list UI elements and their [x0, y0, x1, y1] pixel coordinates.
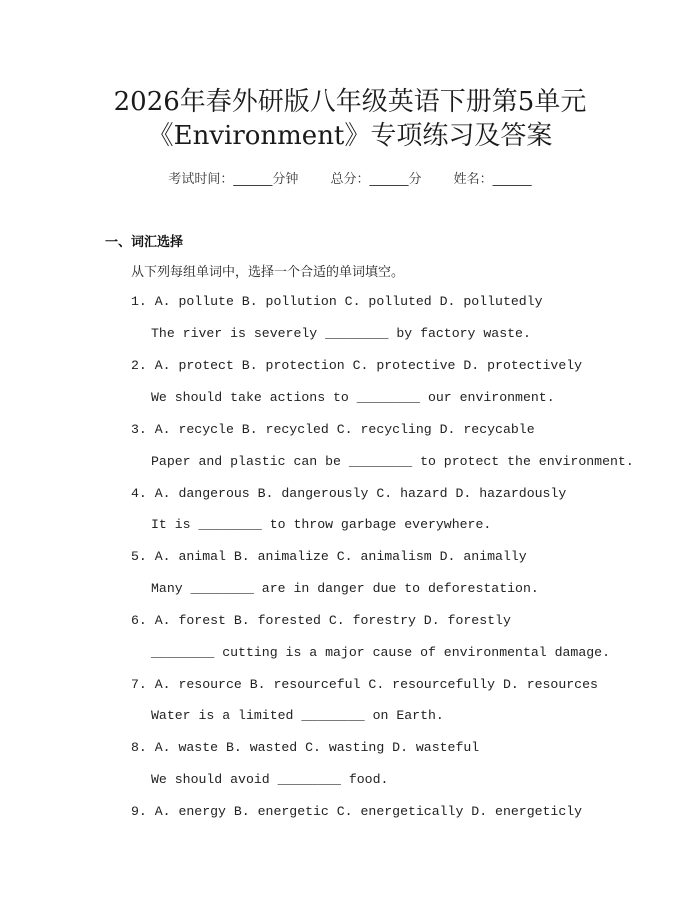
exam-score: 总分：______分	[330, 172, 422, 187]
section-title: 一、词汇选择	[105, 235, 184, 250]
question-sentence: Many ________ are in danger due to deforestation.	[151, 581, 539, 596]
page-title-line-1: 2026年春外研版八年级英语下册第5单元	[113, 87, 587, 117]
question-sentence: Water is a limited ________ on Earth.	[151, 708, 444, 723]
question-options: 2. A. protect B. protection C. protective D. protectively	[131, 358, 583, 373]
exam-meta	[0, 170, 700, 190]
page-title-line-2: 《Environment》专项练习及答案	[147, 121, 553, 151]
exam-name: 姓名：______	[453, 172, 532, 187]
question-options: 4. A. dangerous B. dangerously C. hazard D. hazardously	[131, 486, 567, 501]
question-sentence: Paper and plastic can be ________ to protect the environment.	[151, 454, 634, 469]
question-sentence: ________ cutting is a major cause of environmental damage.	[151, 645, 610, 660]
question-options: 6. A. forest B. forested C. forestry D. forestly	[131, 613, 511, 628]
question-options: 5. A. animal B. animalize C. animalism D. animally	[131, 549, 527, 564]
question-sentence: We should avoid ________ food.	[151, 772, 389, 787]
exam-time: 考试时间：______分钟	[168, 172, 299, 187]
question-sentence: We should take actions to ________ our environment.	[151, 390, 555, 405]
question-options: 7. A. resource B. resourceful C. resourcefully D. resources	[131, 677, 598, 692]
question-options: 3. A. recycle B. recycled C. recycling D. recycable	[131, 422, 535, 437]
section-instruction: 从下列每组单词中，选择一个合适的单词填空。	[131, 265, 405, 280]
question-options: 1. A. pollute B. pollution C. polluted D. pollutedly	[131, 294, 543, 309]
question-sentence: The river is severely ________ by factory waste.	[151, 326, 531, 341]
question-sentence: It is ________ to throw garbage everywhere.	[151, 517, 492, 532]
question-options: 8. A. waste B. wasted C. wasting D. wasteful	[131, 740, 480, 755]
question-options: 9. A. energy B. energetic C. energetically D. energeticly	[131, 804, 583, 819]
